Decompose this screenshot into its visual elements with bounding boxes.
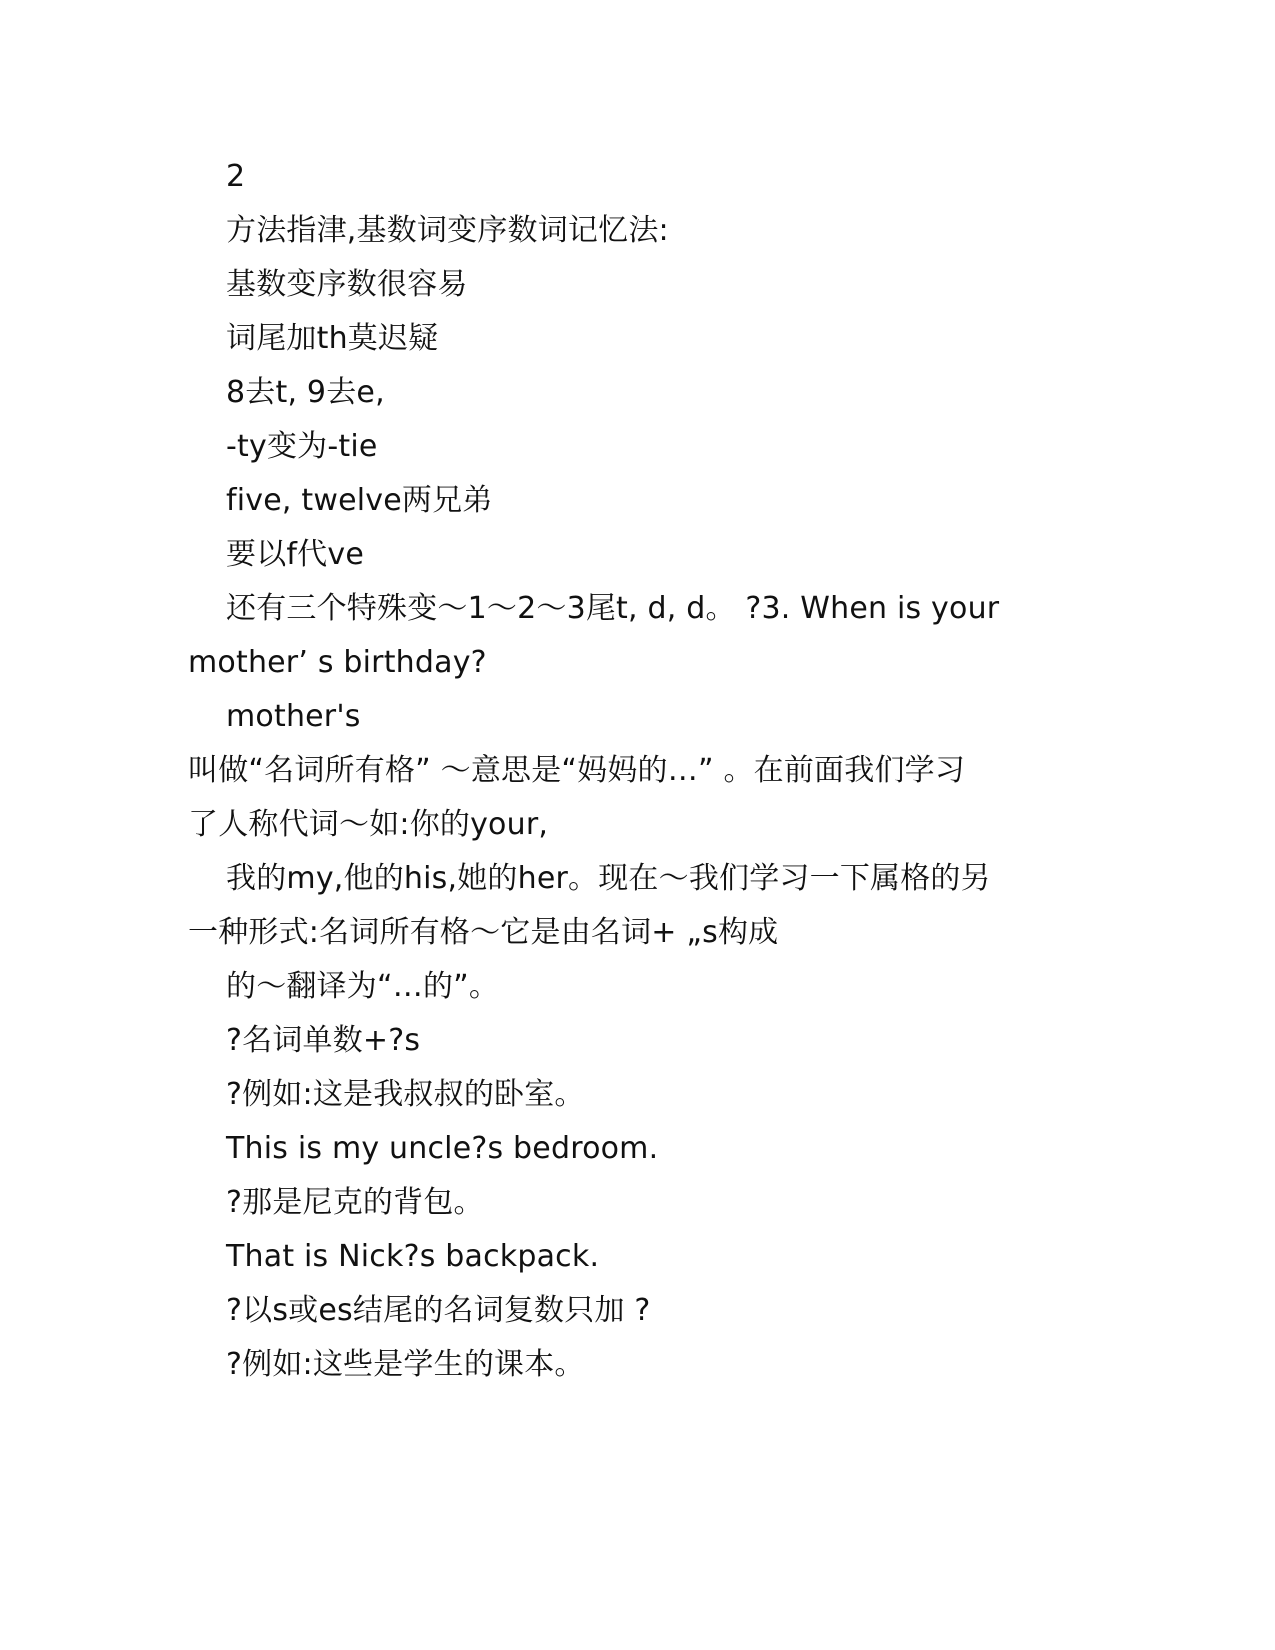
paragraph-line: 的～翻译为“…的”。	[226, 969, 500, 1004]
example-line: ?例如:这些是学生的课本。	[226, 1347, 585, 1382]
paragraph-line: 叫做“名词所有格” ～意思是“妈妈的…” 。在前面我们学习	[188, 753, 966, 788]
example-line: ?例如:这是我叔叔的卧室。	[226, 1077, 585, 1112]
paragraph-line: mother’ s birthday?	[188, 645, 487, 680]
paragraph-line: 一种形式:名词所有格～它是由名词+ „s构成	[188, 915, 779, 950]
rhyme-line: -ty变为-tie	[226, 429, 378, 464]
page-number: 2	[226, 159, 246, 194]
paragraph-line: 还有三个特殊变～1～2～3尾t, d, d。 ?3. When is your	[226, 591, 1000, 626]
paragraph-line: 我的my,他的his,她的her。现在～我们学习一下属格的另	[226, 861, 991, 896]
rule-line: ?以s或es结尾的名词复数只加 ?	[226, 1293, 651, 1328]
paragraph-line: mother's	[226, 699, 361, 734]
example-line: That is Nick?s backpack.	[226, 1239, 600, 1274]
rhyme-line: 要以f代ve	[226, 537, 364, 572]
rhyme-line: five, twelve两兄弟	[226, 483, 493, 518]
paragraph-line: 了人称代词～如:你的your,	[188, 807, 549, 842]
rhyme-line: 8去t, 9去e,	[226, 375, 385, 410]
example-line: This is my uncle?s bedroom.	[226, 1131, 659, 1166]
rule-line: ?名词单数+?s	[226, 1023, 421, 1058]
rhyme-line: 基数变序数很容易	[226, 267, 468, 302]
rhyme-line: 词尾加th莫迟疑	[226, 321, 439, 356]
example-line: ?那是尼克的背包。	[226, 1185, 484, 1220]
section-heading: 方法指津,基数词变序数词记忆法:	[226, 213, 669, 248]
